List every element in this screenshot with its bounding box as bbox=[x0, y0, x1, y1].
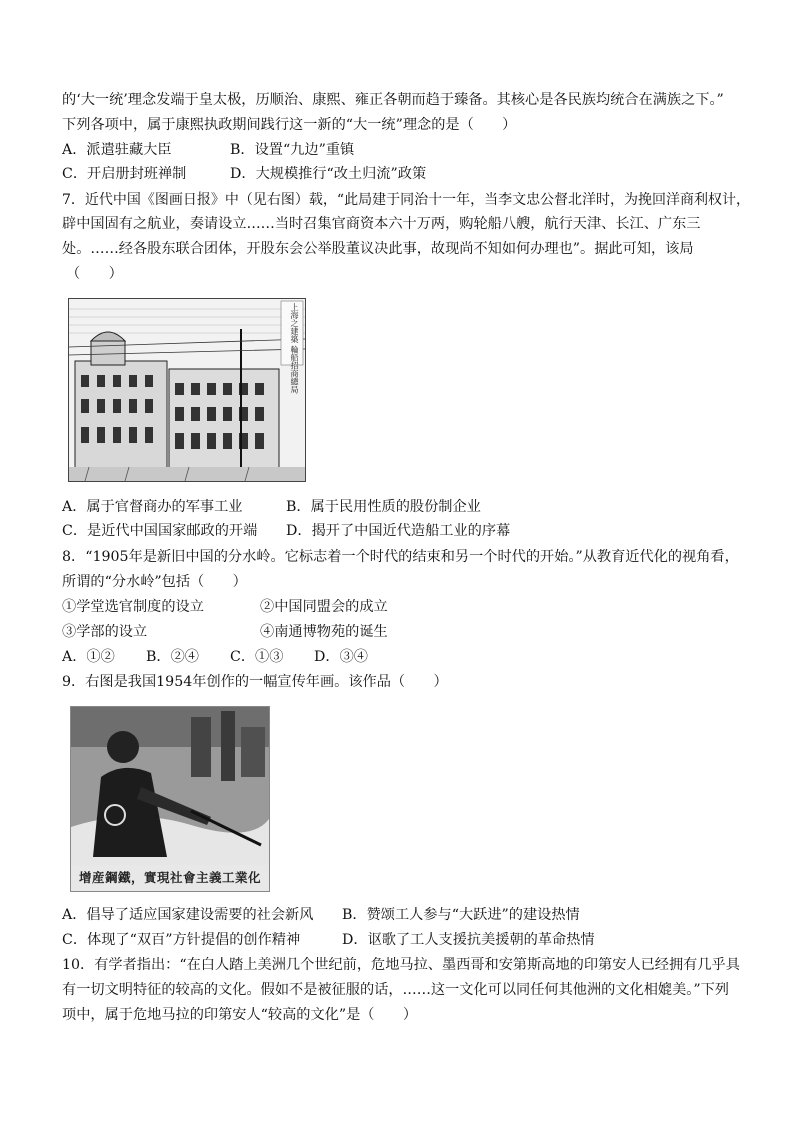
q8-item-1: ①学堂选官制度的设立 bbox=[62, 599, 204, 615]
q6-option-c: C．开启册封班禅制 bbox=[62, 166, 187, 182]
shipping-bureau-illustration bbox=[68, 298, 306, 482]
q7-option-b: B．属于民用性质的股份制企业 bbox=[286, 499, 481, 515]
q9-option-d: D．讴歌了工人支援抗美援朝的革命热情 bbox=[342, 932, 595, 948]
text-line: 辟中国固有之航业，奏请设立……当时召集官商资本六十万两，购轮船八艘，航行天津、长江、广东三 bbox=[62, 216, 701, 232]
text-line: 项中，属于危地马拉的印第安人“较高的文化”是（ ） bbox=[62, 1007, 418, 1023]
question-6-stem: 下列各项中，属于康熙执政期间践行这一新的“大一统”理念的是（ ） bbox=[62, 117, 517, 133]
q6-option-b: B．设置“九边”重镇 bbox=[230, 142, 355, 158]
q6-option-d: D．大规模推行“改土归流”政策 bbox=[230, 166, 427, 182]
building-drawing bbox=[69, 299, 305, 481]
q8-option-a: A．①② bbox=[62, 649, 115, 665]
propaganda-poster bbox=[70, 706, 270, 892]
question-8-stem: 8．“1905年是新旧中国的分水岭。它标志着一个时代的结束和另一个时代的开始。”从教育近代化的视角看， bbox=[62, 549, 739, 565]
q9-option-c: C．体现了“双百”方针提倡的创作精神 bbox=[62, 932, 301, 948]
q7-option-a: A．属于官督商办的军事工业 bbox=[62, 499, 243, 515]
text-line: 的‘大一统’理念发端于皇太极，历顺治、康熙、雍正各朝而趋于臻备。其核心是各民族均统合在满族之下。” bbox=[62, 92, 724, 108]
q8-option-c: C．①③ bbox=[230, 649, 284, 665]
q8-item-2: ②中国同盟会的成立 bbox=[260, 599, 388, 615]
q8-item-4: ④南通博物苑的诞生 bbox=[260, 624, 388, 640]
q7-option-d: D．揭开了中国近代造船工业的序幕 bbox=[286, 523, 511, 539]
q9-option-a: A．倡导了适应国家建设需要的社会新风 bbox=[62, 907, 314, 923]
q8-option-b: B．②④ bbox=[146, 649, 199, 665]
text-line: 处。……经各股东联合团体，开股东会公举股董议决此事，故现尚不知如何办理也”。据此可知，该局 bbox=[62, 241, 694, 257]
steelworker-drawing bbox=[71, 707, 269, 865]
q6-option-a: A．派遣驻藏大臣 bbox=[62, 142, 172, 158]
answer-blank: （ ） bbox=[66, 266, 123, 282]
illustration-caption: 上海之建築 輪船招商總局 bbox=[290, 303, 299, 394]
question-10-stem: 10．有学者指出：“在白人踏上美洲几个世纪前，危地马拉、墨西哥和安第斯高地的印第安人已经拥有几乎具 bbox=[62, 957, 740, 973]
q8-option-d: D．③④ bbox=[314, 649, 368, 665]
question-7-stem: 7．近代中国《图画日报》中（见右图）载，“此局建于同治十一年，当李文忠公督北洋时，为挽回洋商利权计， bbox=[62, 192, 751, 208]
q7-option-c: C．是近代中国国家邮政的开端 bbox=[62, 523, 258, 539]
q9-option-b: B．赞颂工人参与“大跃进”的建设热情 bbox=[342, 907, 580, 923]
poster-caption: 增産鋼鐵，實現社會主義工業化 bbox=[71, 865, 269, 891]
text-line: 所谓的“分水岭”包括（ ） bbox=[62, 574, 247, 590]
text-line: 有一切文明特征的较高的文化。假如不是被征服的话，……这一文化可以同任何其他洲的文化相媲美。”下列 bbox=[62, 982, 729, 998]
question-9-stem: 9．右图是我国1954年创作的一幅宣传年画。该作品（ ） bbox=[62, 674, 448, 690]
q8-item-3: ③学部的设立 bbox=[62, 624, 148, 640]
